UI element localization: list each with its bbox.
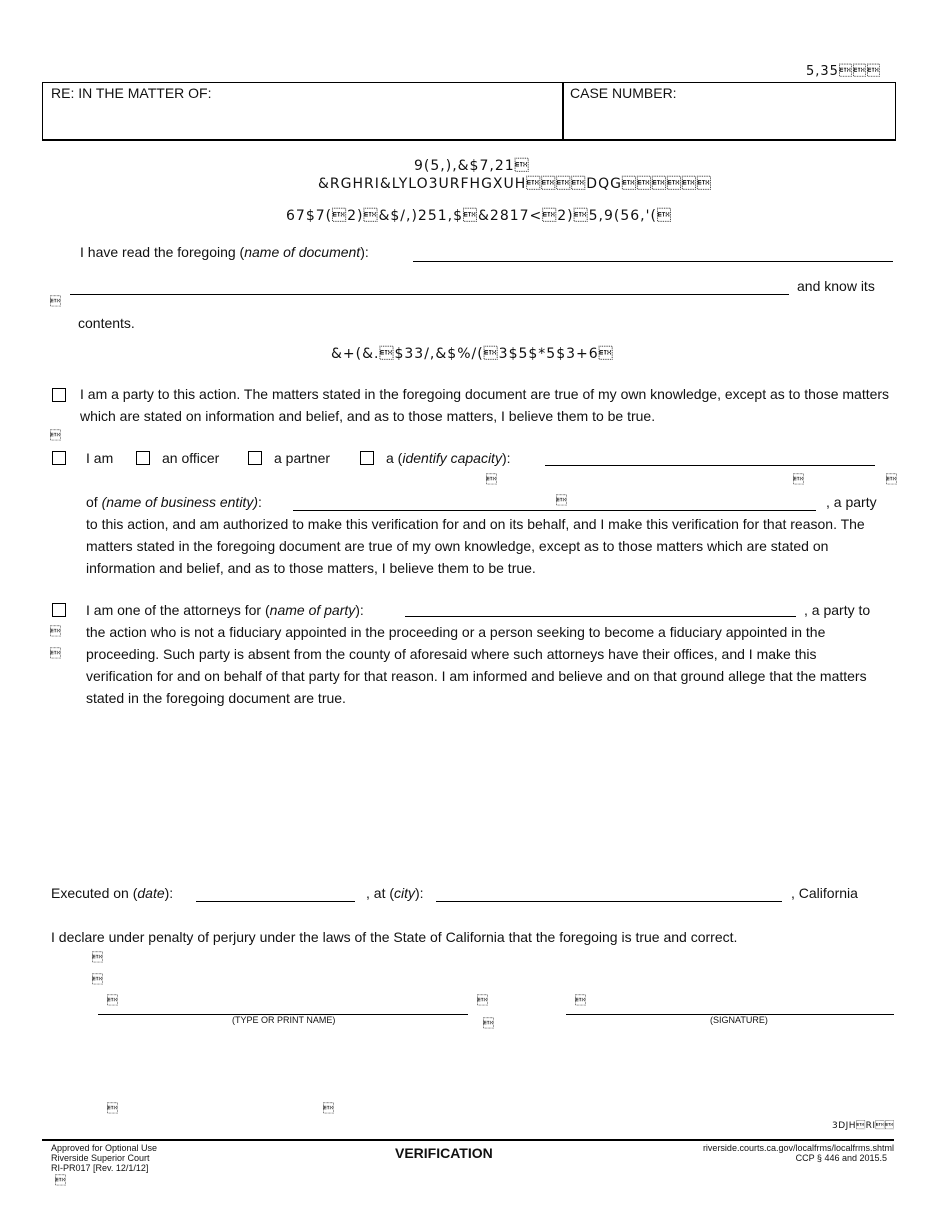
i-am-label: I am — [86, 450, 114, 466]
placeholder-glyph:  — [50, 647, 61, 660]
party-name-field[interactable] — [405, 616, 796, 617]
placeholder-glyph:  — [107, 994, 118, 1007]
city-field[interactable] — [436, 901, 782, 902]
capacity-checkbox[interactable] — [360, 451, 374, 465]
matter-label: RE: IN THE MATTER OF: — [51, 85, 212, 101]
title-line-2: &RGHRI&LYLO3URFHGXUHDQG — [318, 176, 712, 192]
matter-field[interactable] — [44, 104, 560, 136]
party-text: I am a party to this action. The matters stated in the foregoing document are true of my own knowledge, except as to those matters which are stated on information and belief, and as to those matters, I believe them to be true. — [80, 386, 890, 424]
document-name-field-line-2[interactable] — [70, 294, 789, 295]
check-heading: &+(&.$33/,&$%/(3$5$*5$3+6 — [331, 346, 614, 362]
know-its-label: and know its — [797, 278, 875, 294]
placeholder-glyph:  — [793, 473, 804, 486]
capacity-label: a (identify capacity): — [386, 450, 511, 466]
officer-checkbox[interactable] — [136, 451, 150, 465]
contents-label: contents. — [78, 315, 135, 331]
placeholder-glyph:  — [483, 1017, 494, 1030]
business-entity-label: of (name of business entity): — [86, 494, 262, 510]
placeholder-glyph:  — [92, 951, 103, 964]
partner-checkbox[interactable] — [248, 451, 262, 465]
header-divider — [562, 82, 564, 139]
placeholder-glyph:  — [50, 429, 61, 442]
placeholder-glyph:  — [92, 973, 103, 986]
document-name-field[interactable] — [413, 261, 893, 262]
placeholder-glyph:  — [886, 473, 897, 486]
form-id-label: RI-PR017 [Rev. 12/1/12] — [51, 1163, 149, 1173]
attorney-label: I am one of the attorneys for (name of party): — [86, 602, 364, 618]
california-label: , California — [791, 885, 858, 901]
at-city-label: , at (city): — [366, 885, 424, 901]
business-entity-field[interactable] — [293, 510, 816, 511]
attorney-text: the action who is not a fiduciary appointed in the proceeding or a person seeking to become a fiduciary appointed in the proceeding. Such party is absent from the county of aforesaid where such attorneys have their offices, and I make this verification for and on behalf of that party for that reason. I am informed and believe and on that ground allege that the matters stated in the foregoing document are true. — [86, 624, 867, 706]
a-party-label: , a party — [826, 494, 877, 510]
page-number: 3DJHRI — [832, 1121, 895, 1131]
placeholder-glyph:  — [55, 1174, 66, 1187]
capacity-field[interactable] — [545, 465, 875, 466]
footer-code: CCP § 446 and 2015.5 — [795, 1153, 887, 1163]
footer-title: VERIFICATION — [395, 1145, 493, 1161]
footer-rule — [42, 1139, 894, 1141]
officer-label: an officer — [162, 450, 220, 466]
case-number-label: CASE NUMBER: — [570, 85, 677, 101]
placeholder-glyph:  — [323, 1102, 334, 1115]
partner-label: a partner — [274, 450, 331, 466]
placeholder-glyph:  — [575, 994, 586, 1007]
form-code: 5,35 — [806, 64, 881, 79]
declaration-text: I declare under penalty of perjury under the laws of the State of California that the foregoing is true and correct. — [51, 929, 738, 945]
party-checkbox[interactable] — [52, 388, 66, 402]
placeholder-glyph:  — [486, 473, 497, 486]
placeholder-glyph:  — [50, 625, 61, 638]
officer-text: to this action, and am authorized to make this verification for and on its behalf, and I make this verification for that reason. The matters stated in the foregoing document are true of my own knowledge, except as to those matters which are stated on information and belief, and as to those matters, I believe them to be true. — [86, 516, 865, 576]
executed-on-label: Executed on (date): — [51, 885, 174, 901]
read-foregoing-label: I have read the foregoing (name of document): — [80, 244, 369, 260]
placeholder-glyph:  — [107, 1102, 118, 1115]
officer-paragraph-checkbox[interactable] — [52, 451, 66, 465]
title-line-3: 67$7(2)&$/,)251,$&2817<2)5,9(56,'( — [286, 208, 672, 224]
title-line-1: 9(5,),&$7,21 — [414, 158, 530, 174]
placeholder-glyph:  — [477, 994, 488, 1007]
placeholder-glyph:  — [50, 295, 61, 308]
court-label: Riverside Superior Court — [51, 1153, 150, 1163]
date-field[interactable] — [196, 901, 355, 902]
a-party-to-label: , a party to — [804, 602, 871, 618]
placeholder-glyph:  — [556, 494, 567, 507]
case-number-field[interactable] — [565, 104, 891, 136]
approved-label: Approved for Optional Use — [51, 1143, 158, 1153]
signature-caption: (SIGNATURE) — [710, 1015, 768, 1025]
attorney-checkbox[interactable] — [52, 603, 66, 617]
print-name-caption: (TYPE OR PRINT NAME) — [232, 1015, 336, 1025]
footer-url: riverside.courts.ca.gov/localfrms/localfrms.shtml — [702, 1143, 894, 1153]
